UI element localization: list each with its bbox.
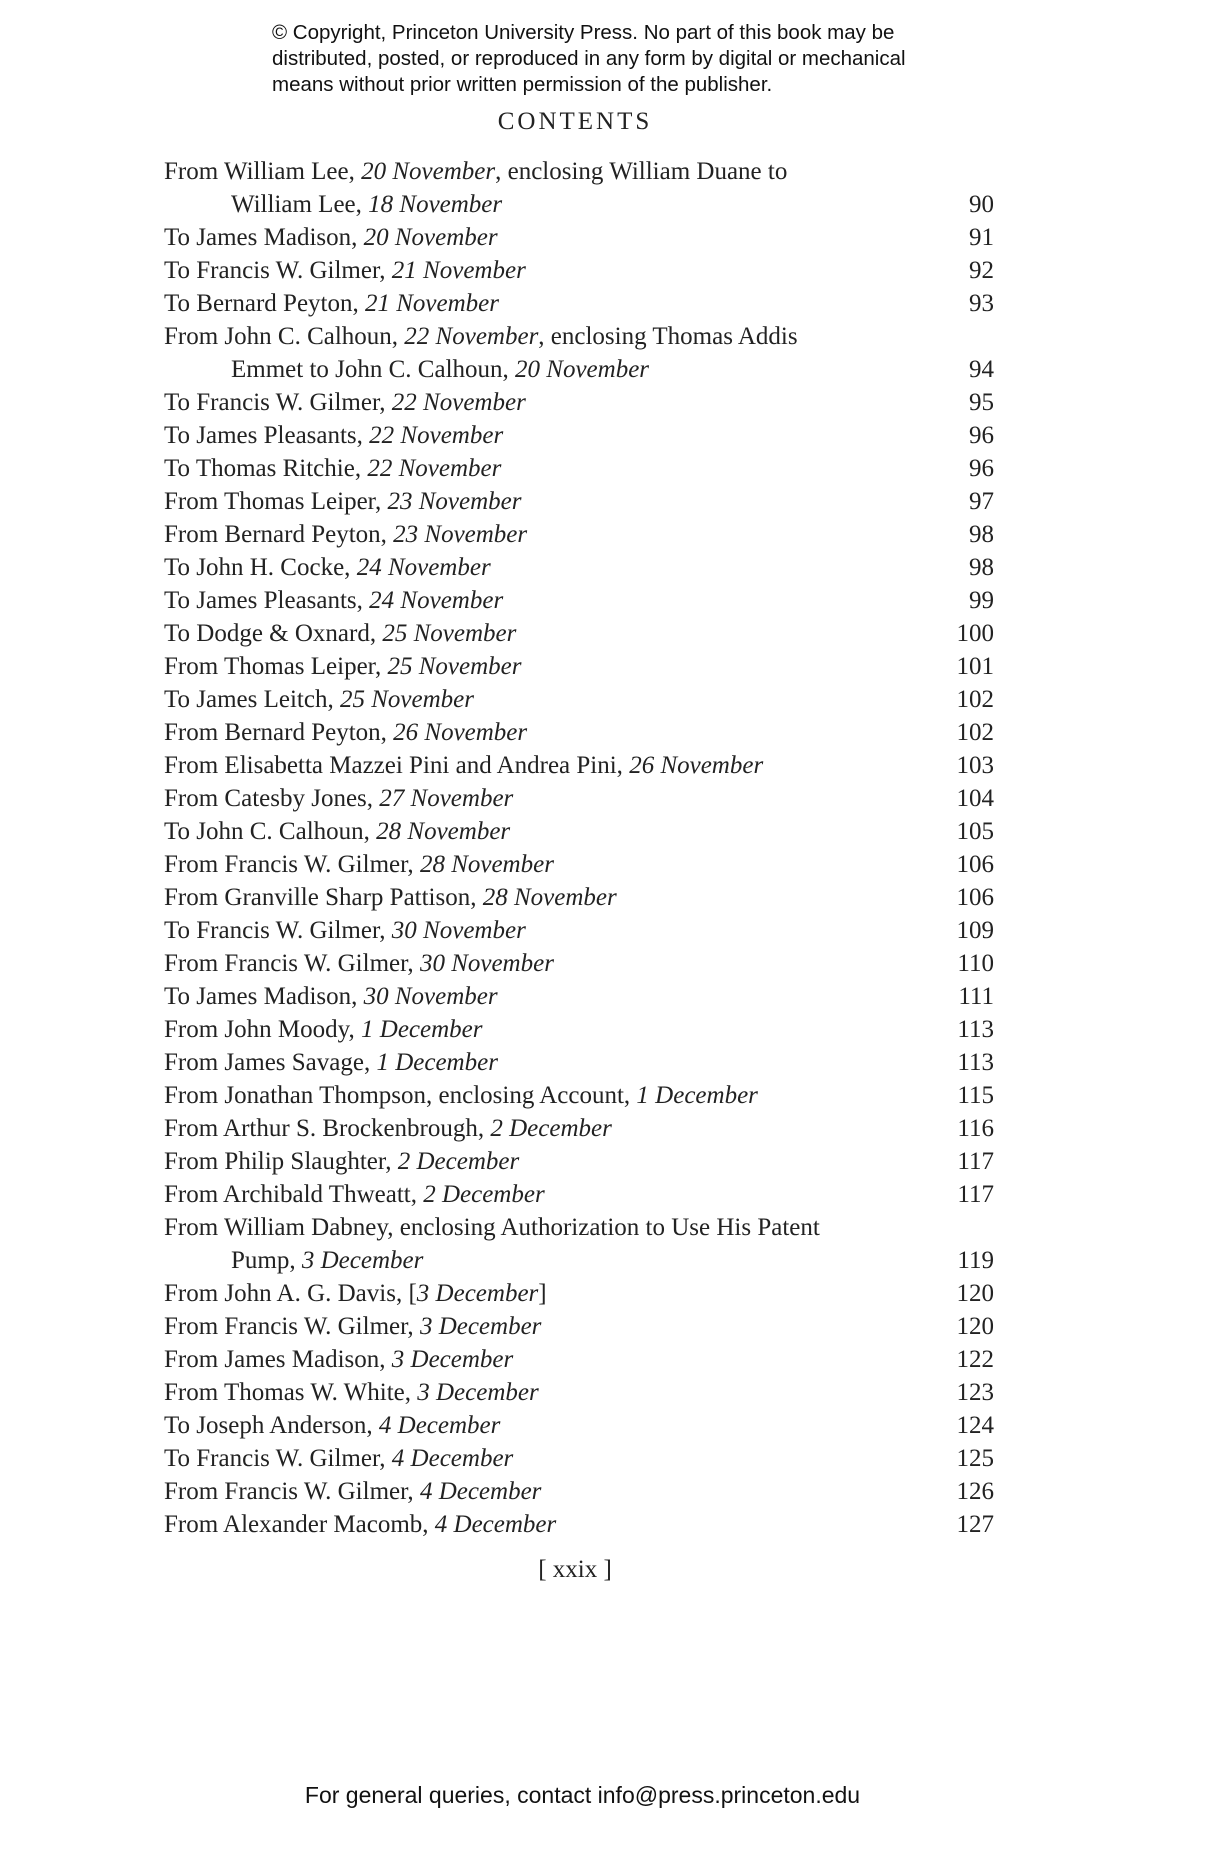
entry-text: Emmet to John C. Calhoun, xyxy=(231,356,516,383)
toc-entry-line xyxy=(164,254,994,287)
entry-text: From Archibald Thweatt, xyxy=(164,1181,424,1208)
entry-page-number: 105 xyxy=(956,818,994,845)
entry-date: 23 November xyxy=(393,521,528,548)
toc-entry xyxy=(164,716,994,749)
toc-entry xyxy=(164,947,994,980)
entry-text: From Francis W. Gilmer, xyxy=(164,950,420,977)
toc-entry-line xyxy=(164,518,994,551)
entry-text: To James Madison, xyxy=(164,224,364,251)
toc-entry xyxy=(164,551,994,584)
toc-entry-continuation xyxy=(164,1244,994,1277)
entry-text: To James Pleasants, xyxy=(164,587,370,614)
toc-entry xyxy=(164,980,994,1013)
entry-text: From Catesby Jones, xyxy=(164,785,380,812)
toc-entry-line xyxy=(164,1310,994,1343)
toc-entry-continuation xyxy=(164,188,994,221)
toc-entry-line xyxy=(164,1409,994,1442)
toc-entry-line xyxy=(164,749,994,782)
toc-entry xyxy=(164,320,994,386)
toc-entry xyxy=(164,1442,994,1475)
toc-entry-line xyxy=(164,1145,994,1178)
toc-entry xyxy=(164,1343,994,1376)
toc-entry xyxy=(164,221,994,254)
toc-entry-line xyxy=(164,584,994,617)
toc-entry xyxy=(164,386,994,419)
toc-entry-line xyxy=(164,650,994,683)
entry-date: 2 December xyxy=(490,1115,612,1142)
entry-page-number: 106 xyxy=(956,851,994,878)
toc-entry xyxy=(164,254,994,287)
entry-date: 4 December xyxy=(434,1511,557,1538)
entry-text: From James Savage, xyxy=(164,1049,377,1076)
entry-page-number: 92 xyxy=(969,257,994,284)
entry-text: To James Pleasants, xyxy=(164,422,370,449)
entry-text: To John H. Cocke, xyxy=(164,554,357,581)
entry-date: 24 November xyxy=(369,587,504,614)
entry-page-number: 91 xyxy=(969,224,994,251)
entry-text: Pump, xyxy=(231,1247,302,1274)
entry-page-number: 120 xyxy=(956,1280,994,1307)
toc-entry-line xyxy=(164,881,994,914)
entry-page-number: 113 xyxy=(957,1049,994,1076)
entry-page-number: 96 xyxy=(969,422,994,449)
entry-page-number: 93 xyxy=(969,290,994,317)
toc-entry-line xyxy=(164,1508,994,1541)
toc-entry xyxy=(164,749,994,782)
entry-page-number: 102 xyxy=(956,719,994,746)
entry-date: 27 November xyxy=(379,785,514,812)
contents-heading: CONTENTS xyxy=(497,108,653,135)
entry-text: From Alexander Macomb, xyxy=(164,1511,435,1538)
toc-entry-line xyxy=(164,1343,994,1376)
entry-text: From John C. Calhoun, xyxy=(164,323,405,350)
entry-date: 22 November xyxy=(367,455,502,482)
entry-page-number: 126 xyxy=(956,1478,994,1505)
entry-text-after: , enclosing William Duane to xyxy=(495,158,788,185)
entry-text: To Bernard Peyton, xyxy=(164,290,365,317)
toc-entry-line xyxy=(164,716,994,749)
entry-page-number: 99 xyxy=(969,587,994,614)
toc-entry-line xyxy=(164,155,994,188)
toc-entry-line xyxy=(164,1277,994,1310)
entry-date: 1 December xyxy=(361,1016,483,1043)
toc-entry xyxy=(164,584,994,617)
entry-page-number: 115 xyxy=(957,1082,994,1109)
entry-page-number: 97 xyxy=(969,488,994,515)
table-of-contents xyxy=(164,155,994,1541)
toc-entry xyxy=(164,1475,994,1508)
entry-date: 22 November xyxy=(404,323,539,350)
toc-entry-line xyxy=(164,1211,994,1244)
toc-entry-line xyxy=(164,617,994,650)
entry-text: From Bernard Peyton, xyxy=(164,521,394,548)
entry-text: From Elisabetta Mazzei Pini and Andrea Pini, xyxy=(164,752,630,779)
entry-date: 2 December xyxy=(423,1181,545,1208)
entry-page-number: 123 xyxy=(956,1379,994,1406)
entry-date: 23 November xyxy=(387,488,522,515)
toc-entry xyxy=(164,683,994,716)
entry-page-number: 104 xyxy=(956,785,994,812)
entry-text: To James Madison, xyxy=(164,983,364,1010)
entry-date: 3 December xyxy=(301,1247,424,1274)
toc-entry-line xyxy=(164,551,994,584)
entry-text: From William Lee, xyxy=(164,158,362,185)
entry-page-number: 98 xyxy=(969,521,994,548)
entry-date: 1 December xyxy=(376,1049,498,1076)
entry-text: To Dodge & Oxnard, xyxy=(164,620,383,647)
entry-text: To Thomas Ritchie, xyxy=(164,455,368,482)
entry-date: 28 November xyxy=(376,818,511,845)
entry-date: 2 December xyxy=(397,1148,520,1175)
toc-entry-line xyxy=(164,1013,994,1046)
entry-page-number: 127 xyxy=(956,1511,994,1538)
entry-text: From Philip Slaughter, xyxy=(164,1148,398,1175)
toc-entry-line xyxy=(164,452,994,485)
toc-entry xyxy=(164,419,994,452)
toc-entry xyxy=(164,1145,994,1178)
toc-entry xyxy=(164,1508,994,1541)
toc-entry xyxy=(164,1112,994,1145)
toc-entry-line xyxy=(164,1046,994,1079)
entry-text: William Lee, xyxy=(231,191,369,218)
page-folio: [ xxix ] xyxy=(538,1556,612,1583)
entry-text: From Francis W. Gilmer, xyxy=(164,1478,420,1505)
toc-entry xyxy=(164,1310,994,1343)
toc-entry-line xyxy=(164,848,994,881)
entry-date: 1 December xyxy=(636,1082,758,1109)
entry-date: 3 December xyxy=(391,1346,514,1373)
entry-text: From Thomas Leiper, xyxy=(164,488,388,515)
entry-text: To John C. Calhoun, xyxy=(164,818,377,845)
entry-text-after: ] xyxy=(538,1280,547,1307)
toc-entry xyxy=(164,1409,994,1442)
entry-page-number: 98 xyxy=(969,554,994,581)
toc-entry-line xyxy=(164,320,994,353)
toc-entry-line xyxy=(164,980,994,1013)
entry-page-number: 90 xyxy=(969,191,994,218)
footer-contact: For general queries, contact info@press.princeton.edu xyxy=(304,1782,861,1808)
toc-entry-line xyxy=(164,1112,994,1145)
toc-entry xyxy=(164,914,994,947)
entry-text: To Francis W. Gilmer, xyxy=(164,1445,392,1472)
entry-date: 22 November xyxy=(369,422,504,449)
entry-date: 4 December xyxy=(419,1478,542,1505)
toc-entry xyxy=(164,617,994,650)
entry-date: 4 December xyxy=(391,1445,514,1472)
entry-text: From Francis W. Gilmer, xyxy=(164,851,420,878)
entry-page-number: 117 xyxy=(957,1148,994,1175)
entry-date: 4 December xyxy=(378,1412,501,1439)
entry-page-number: 106 xyxy=(956,884,994,911)
entry-date: 21 November xyxy=(391,257,526,284)
entry-text: To Francis W. Gilmer, xyxy=(164,917,392,944)
entry-text: From John A. G. Davis, [ xyxy=(164,1280,417,1307)
entry-page-number: 95 xyxy=(969,389,994,416)
toc-entry xyxy=(164,1178,994,1211)
toc-entry-line xyxy=(164,419,994,452)
entry-date: 3 December xyxy=(416,1280,539,1307)
entry-date: 22 November xyxy=(391,389,526,416)
toc-entry xyxy=(164,848,994,881)
toc-entry-line xyxy=(164,1475,994,1508)
entry-date: 20 November xyxy=(363,224,498,251)
entry-page-number: 109 xyxy=(956,917,994,944)
entry-text: From John Moody, xyxy=(164,1016,362,1043)
toc-entry-line xyxy=(164,386,994,419)
toc-entry-line xyxy=(164,782,994,815)
entry-page-number: 100 xyxy=(956,620,994,647)
entry-page-number: 110 xyxy=(957,950,994,977)
entry-text: To Joseph Anderson, xyxy=(164,1412,379,1439)
entry-date: 26 November xyxy=(393,719,528,746)
entry-text-after: , enclosing Thomas Addis xyxy=(538,323,798,350)
entry-page-number: 117 xyxy=(957,1181,994,1208)
entry-date: 30 November xyxy=(419,950,554,977)
entry-date: 28 November xyxy=(419,851,554,878)
entry-text: From Thomas Leiper, xyxy=(164,653,388,680)
toc-entry-line xyxy=(164,914,994,947)
entry-text: To James Leitch, xyxy=(164,686,340,713)
entry-page-number: 120 xyxy=(956,1313,994,1340)
toc-entry-line xyxy=(164,1442,994,1475)
entry-text: From Granville Sharp Pattison, xyxy=(164,884,483,911)
entry-date: 24 November xyxy=(356,554,491,581)
entry-text: From Thomas W. White, xyxy=(164,1379,418,1406)
copyright-notice: © Copyright, Princeton University Press. No part of this book may be distributed, posted, or reproduced in any form by digital or mechanical means without prior written permission of the publisher. xyxy=(272,21,906,96)
entry-text: From Bernard Peyton, xyxy=(164,719,394,746)
entry-text: To Francis W. Gilmer, xyxy=(164,389,392,416)
entry-date: 30 November xyxy=(363,983,498,1010)
toc-entry xyxy=(164,1376,994,1409)
entry-date: 25 November xyxy=(339,686,474,713)
entry-page-number: 111 xyxy=(958,983,994,1010)
toc-entry-line xyxy=(164,683,994,716)
entry-page-number: 103 xyxy=(956,752,994,779)
entry-page-number: 119 xyxy=(957,1247,994,1274)
entry-text: From Arthur S. Brockenbrough, xyxy=(164,1115,491,1142)
toc-entry xyxy=(164,650,994,683)
entry-date: 30 November xyxy=(391,917,526,944)
entry-date: 20 November xyxy=(361,158,496,185)
toc-entry xyxy=(164,1277,994,1310)
toc-entry xyxy=(164,485,994,518)
toc-entry xyxy=(164,782,994,815)
toc-entry-line xyxy=(164,1178,994,1211)
entry-date: 21 November xyxy=(365,290,499,317)
entry-date: 18 November xyxy=(368,191,503,218)
toc-entry xyxy=(164,815,994,848)
toc-entry-continuation xyxy=(164,353,994,386)
entry-text: From James Madison, xyxy=(164,1346,392,1373)
entry-page-number: 113 xyxy=(957,1016,994,1043)
entry-page-number: 94 xyxy=(969,356,994,383)
toc-entry-line xyxy=(164,1376,994,1409)
toc-entry xyxy=(164,155,994,221)
entry-text: To Francis W. Gilmer, xyxy=(164,257,392,284)
toc-entry xyxy=(164,1013,994,1046)
toc-entry xyxy=(164,287,994,320)
toc-entry xyxy=(164,518,994,551)
entry-page-number: 102 xyxy=(956,686,994,713)
entry-date: 25 November xyxy=(382,620,517,647)
entry-page-number: 116 xyxy=(957,1115,994,1142)
toc-entry-line xyxy=(164,947,994,980)
entry-date: 25 November xyxy=(387,653,522,680)
entry-text: From William Dabney, enclosing Authorization to Use His Patent xyxy=(164,1214,820,1241)
entry-date: 3 December xyxy=(417,1379,539,1406)
entry-date: 28 November xyxy=(482,884,617,911)
toc-entry xyxy=(164,1211,994,1277)
entry-page-number: 96 xyxy=(969,455,994,482)
entry-date: 3 December xyxy=(419,1313,542,1340)
toc-entry-line xyxy=(164,485,994,518)
toc-entry xyxy=(164,1079,994,1112)
toc-entry-line xyxy=(164,815,994,848)
entry-text: From Francis W. Gilmer, xyxy=(164,1313,420,1340)
toc-entry xyxy=(164,881,994,914)
toc-entry-line xyxy=(164,221,994,254)
toc-entry xyxy=(164,452,994,485)
entry-text: From Jonathan Thompson, enclosing Account, xyxy=(164,1082,637,1109)
entry-page-number: 101 xyxy=(956,653,994,680)
entry-page-number: 124 xyxy=(956,1412,994,1439)
toc-entry-line xyxy=(164,287,994,320)
entry-page-number: 125 xyxy=(956,1445,994,1472)
entry-page-number: 122 xyxy=(956,1346,994,1373)
entry-date: 26 November xyxy=(629,752,764,779)
entry-date: 20 November xyxy=(515,356,650,383)
toc-entry xyxy=(164,1046,994,1079)
toc-entry-line xyxy=(164,1079,994,1112)
